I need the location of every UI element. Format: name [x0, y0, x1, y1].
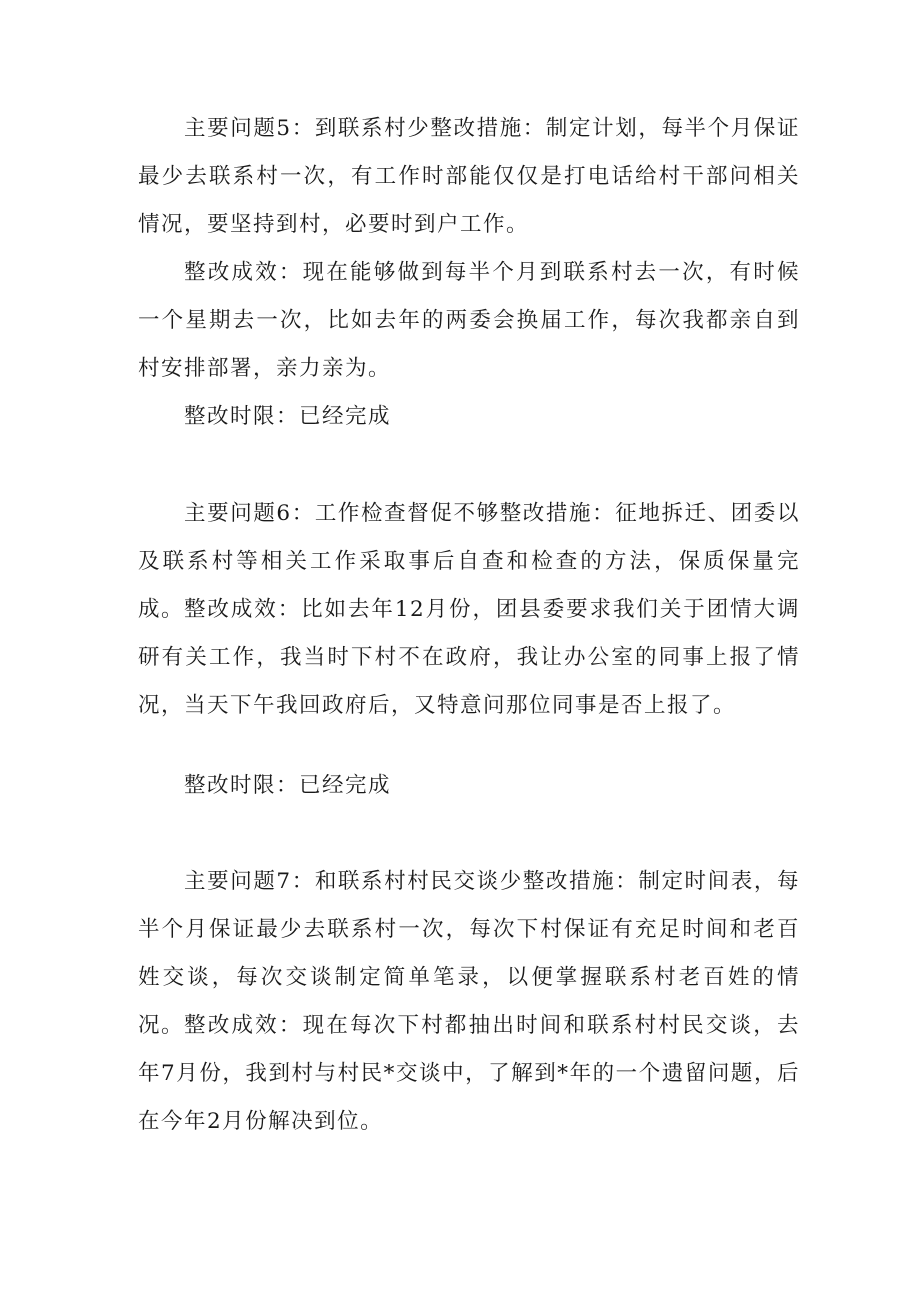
- problem-6-paragraph: 主要问题6：工作检查督促不够整改措施：征地拆迁、团委以及联系村等相关工作采取事后自查和检查的方法，保质保量完成。: [138, 501, 800, 622]
- problem-7-paragraph: 主要问题7：和联系村村民交谈少整改措施：制定时间表，每半个月保证最少去联系村一次，每次下村保证有充足时间和老百姓交谈，每次交谈制定简单笔录，以便掌握联系村老百姓的情况。: [138, 869, 800, 1038]
- problem-6-result-paragraph: 整改成效：比如去年12月份，团县委要求我们关于团情大调研有关工作，我当时下村不在政府，我让办公室的同事上报了情况，当天下午我回政府后，又特意问那位同事是否上报了。: [138, 597, 800, 718]
- problem-5-result-paragraph: 整改成效：现在能够做到每半个月到联系村去一次，有时候一个星期去一次，比如去年的两委会换届工作，每次我都亲自到村安排部署，亲力亲为。: [138, 260, 800, 381]
- problem-7-result-paragraph: 整改成效：现在每次下村都抽出时间和联系村村民交谈，去年7月份，我到村与村民*交谈中，了解到*年的一个遗留问题，后在今年2月份解决到位。: [138, 1013, 800, 1134]
- problem-5-deadline-paragraph: 整改时限：已经完成: [184, 404, 392, 429]
- problem-5-paragraph: 主要问题5：到联系村少整改措施：制定计划，每半个月保证最少去联系村一次，有工作时部能仅仅是打电话给村干部问相关情况，要坚持到村，必要时到户工作。: [138, 116, 800, 237]
- problem-6-deadline-paragraph: 整改时限：已经完成: [184, 773, 392, 798]
